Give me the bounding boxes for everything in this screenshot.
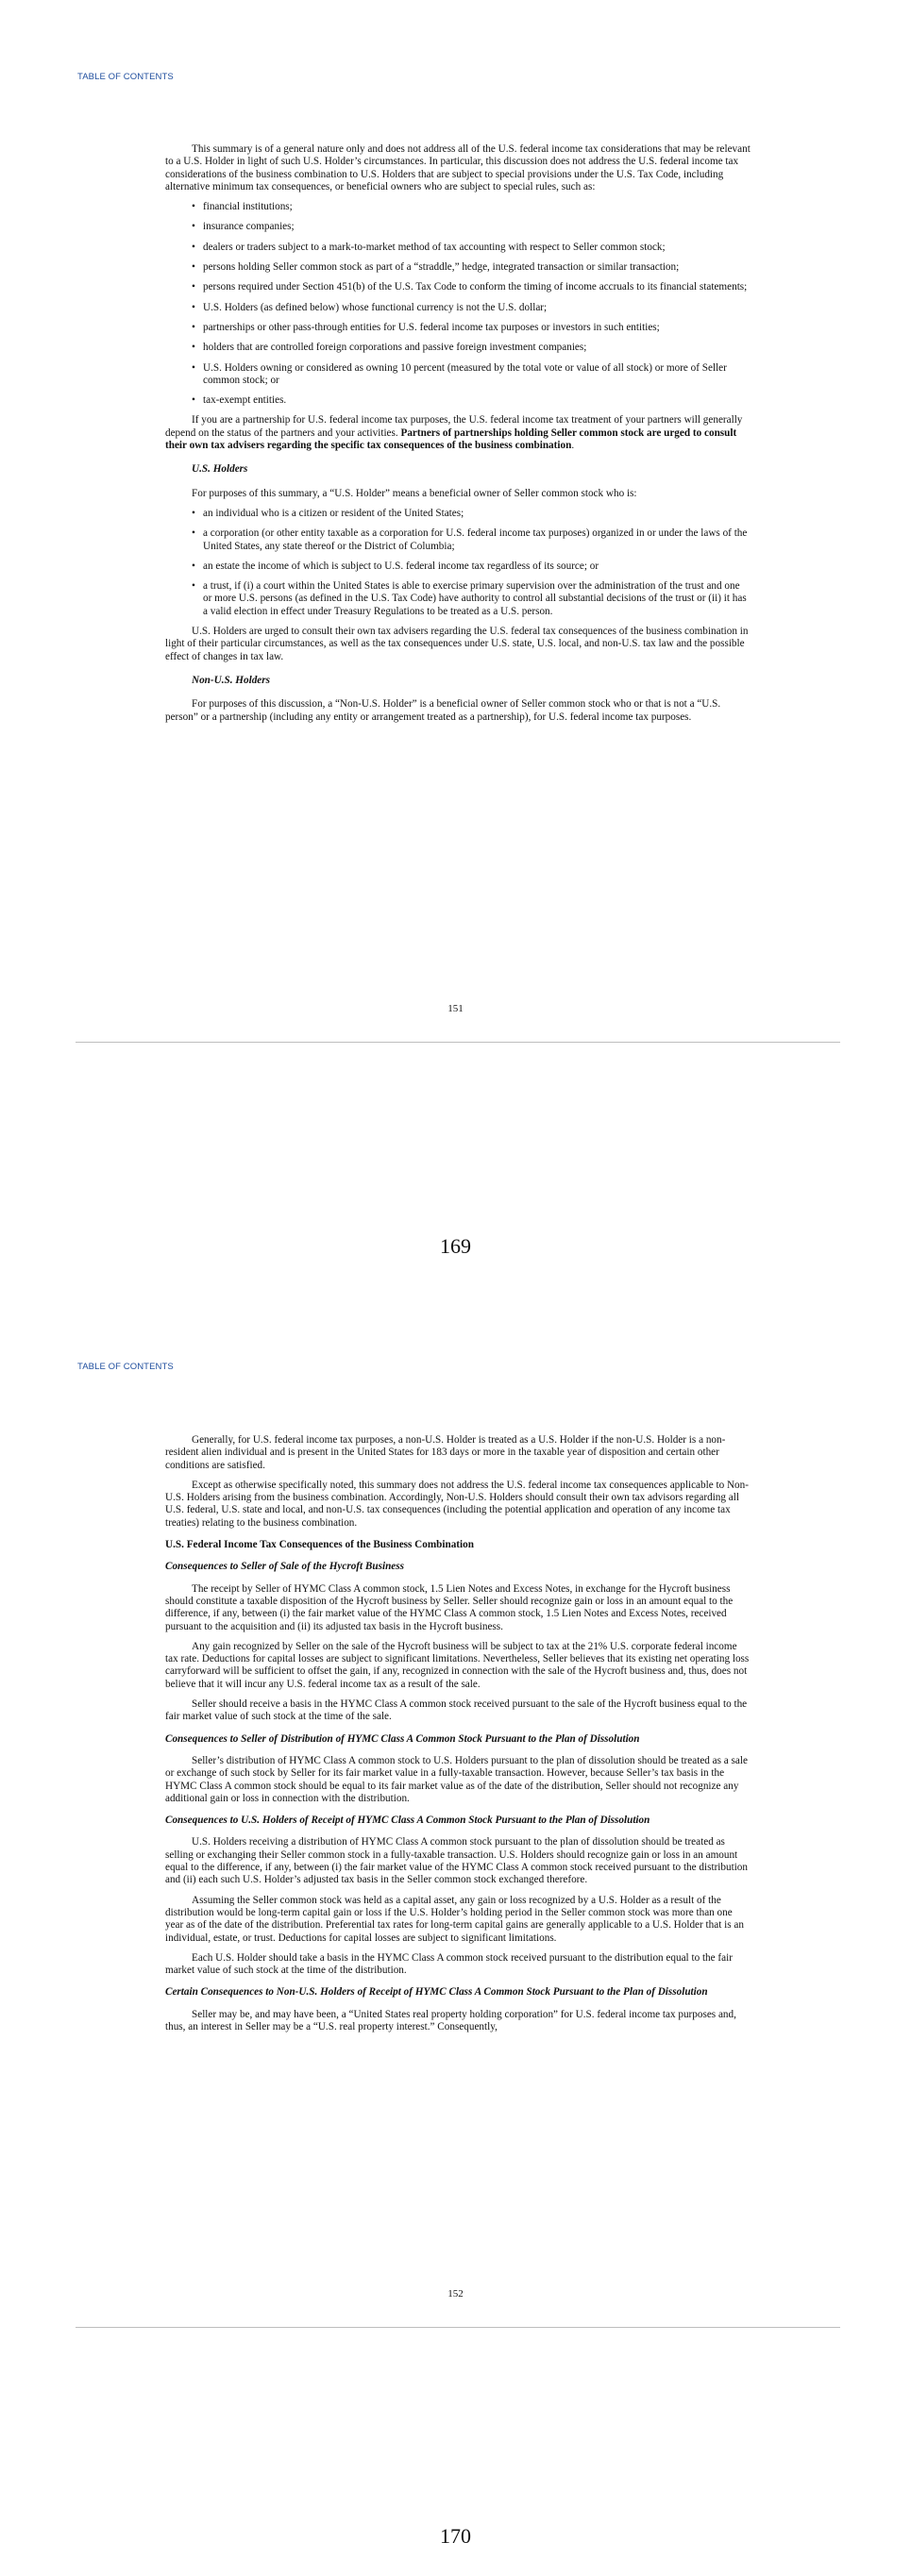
sale-heading: Consequences to Seller of Sale of the Hycroft Business xyxy=(165,1561,404,1573)
us-holders-receipt-heading: Consequences to U.S. Holders of Receipt of HYMC Class A Common Stock Pursuant to the Plan of Dissolution xyxy=(165,1815,650,1827)
page-152-body xyxy=(165,1434,751,2041)
intro-paragraph: This summary is of a general nature only and does not address all of the U.S. federal income tax considerations that may be relevant to a U.S. Holder in light of such U.S. Holder’s circumstances. In particular, this discussion does not address the U.S. federal income tax considerations of the business combination to U.S. Holders that are subject to special provisions under the U.S. Tax Code, including alternative minimum tax consequences, or beneficial owners who are subject to special rules, such as: xyxy=(165,143,751,192)
list-item: • holders that are controlled foreign corporations and passive foreign investment companies; xyxy=(192,342,587,354)
us-holder-list xyxy=(165,508,751,618)
paragraph: Any gain recognized by Seller on the sale of the Hycroft business will be subject to tax at the 21% U.S. corporate federal income tax rate. Deductions for capital losses are subject to significant limitations. Nevertheless, Seller believes that its existing net operating loss carryforward will be sufficient to offset the gain, if any, recognized in connection with the sale of the Hycroft business and, thus, does not believe that it will incur any U.S. federal income tax as a result of the sale. xyxy=(165,1640,750,1690)
table-of-contents-link[interactable]: TABLE OF CONTENTS xyxy=(77,72,174,82)
paragraph: The receipt by Seller of HYMC Class A common stock, 1.5 Lien Notes and Excess Notes, in exchange for the Hycroft business should constitute a taxable disposition of the Hycroft business by Seller. Seller should recognize gain or loss in an amount equal to the difference, if any, between (i) the fair market value of the HYMC Class A common stock, 1.5 Lien Notes and Excess Notes, received pursuant to the acquisition and (ii) its adjusted tax basis in the Hycroft business. xyxy=(165,1582,734,1632)
document-page-number: 170 xyxy=(440,2524,471,2548)
non-us-holders-heading: Non-U.S. Holders xyxy=(192,674,270,686)
us-holders-heading: U.S. Holders xyxy=(192,463,248,476)
list-item: • dealers or traders subject to a mark-to-market method of tax accounting with respect to Seller common stock; xyxy=(192,241,666,253)
page-footer-number: 152 xyxy=(447,2288,464,2300)
table-of-contents-link[interactable]: TABLE OF CONTENTS xyxy=(77,1362,174,1372)
page-divider xyxy=(76,1042,840,1043)
list-item: • a trust, if (i) a court within the United States is able to exercise primary supervision over the administration of the trust and one or more U.S. persons (as defined in the U.S. Tax Code) have authority to control all substantial decisions of the trust or (ii) it has a valid election in effect under Treasury Regulations to be treated as a U.S. person. xyxy=(192,580,747,617)
non-us-holders-receipt-heading: Certain Consequences to Non-U.S. Holders of Receipt of HYMC Class A Common Stock Pursuant to the Plan of Dissolution xyxy=(165,1986,708,1999)
paragraph: Assuming the Seller common stock was held as a capital asset, any gain or loss recognized by a U.S. Holder as a result of the distribution would be long-term capital gain or loss if the U.S. Holder’s holding period in the Seller common stock was more than one year as of the date of the distribution. Preferential tax rates for long-term capital gains are generally applicable to a U.S. Holder that is an individual, estate, or trust. Deductions for capital losses are subject to significant limitations. xyxy=(165,1894,744,1944)
section-heading: U.S. Federal Income Tax Consequences of the Business Combination xyxy=(165,1539,474,1551)
list-item: • persons required under Section 451(b) of the U.S. Tax Code to conform the timing of income accruals to its financial statements; xyxy=(192,281,748,293)
page-151-body xyxy=(165,143,751,731)
non-us-holder-definition: For purposes of this discussion, a “Non-U.S. Holder” is a beneficial owner of Seller common stock who or that is not a “U.S. person” or a partnership (including any entity or arrangement treated as a partnership), for U.S. federal income tax purposes. xyxy=(165,698,721,723)
list-item: • an individual who is a citizen or resident of the United States; xyxy=(192,507,464,519)
paragraph: Except as otherwise specifically noted, this summary does not address the U.S. federal income tax consequences applicable to Non-U.S. Holders arising from the business combination. Accordingly, Non-U.S. Holders should consult their own tax advisors regarding all U.S. federal, U.S. state and local, and non-U.S. tax consequences (including the potential application and operation of any income tax treaties) relating to the business combination. xyxy=(165,1479,749,1529)
list-item: • insurance companies; xyxy=(192,221,295,233)
paragraph: Generally, for U.S. federal income tax purposes, a non-U.S. Holder is treated as a U.S. Holder if the non-U.S. Holder is a non-resident alien individual and is present in the United States for 183 days or more in the taxable year of disposition and certain other conditions are satisfied. xyxy=(165,1434,726,1471)
paragraph: Each U.S. Holder should take a basis in the HYMC Class A common stock received pursuant to the distribution equal to the fair market value of such stock at the time of the distribution. xyxy=(165,1951,733,1977)
list-item: • persons holding Seller common stock as part of a “straddle,” hedge, integrated transaction or similar transaction; xyxy=(192,261,680,274)
list-item: • U.S. Holders owning or considered as owning 10 percent (measured by the total vote or value of all stock) or more of Seller common stock; or xyxy=(192,361,727,386)
list-item: • U.S. Holders (as defined below) whose functional currency is not the U.S. dollar; xyxy=(192,301,548,313)
list-item: • tax-exempt entities. xyxy=(192,394,287,407)
list-item: • financial institutions; xyxy=(192,201,293,213)
paragraph: Seller’s distribution of HYMC Class A common stock to U.S. Holders pursuant to the plan of dissolution should be treated as a sale or exchange of such stock by Seller for its fair market value in a fully-taxable transaction. However, because Seller’s tax basis in the HYMC Class A common stock should be equal to its fair market value as of the date of the distribution, Seller should not recognize any additional gain or loss in connection with the distribution. xyxy=(165,1754,748,1804)
page-divider xyxy=(76,2327,840,2328)
paragraph: U.S. Holders receiving a distribution of HYMC Class A common stock pursuant to the plan of dissolution should be treated as selling or exchanging their Seller common stock in a fully-taxable transaction. U.S. Holders should recognize gain or loss in an amount equal to the difference, if any, between (i) the fair market value of the HYMC Class A common stock received pursuant to the distribution and (ii) each such U.S. Holder’s adjusted tax basis in the Seller common stock exchanged therefore. xyxy=(165,1836,748,1886)
list-item: • a corporation (or other entity taxable as a corporation for U.S. federal income tax purposes) organized in or under the laws of the United States, any state thereof or the District of Columbia; xyxy=(192,527,748,552)
special-rules-list xyxy=(165,201,751,407)
us-holders-urged-paragraph: U.S. Holders are urged to consult their own tax advisers regarding the U.S. federal tax consequences of the business combination in light of their particular circumstances, as well as the tax consequences under U.S. state, U.S. local, and non-U.S. tax law and the possible effect of changes in tax law. xyxy=(165,626,749,662)
document-page-number: 169 xyxy=(440,1234,471,1258)
paragraph: Seller may be, and may have been, a “United States real property holding corporation” for U.S. federal income tax purposes and, thus, an interest in Seller may be a “U.S. real property interest.” Consequently, xyxy=(165,2008,736,2032)
list-item: • partnerships or other pass-through entities for U.S. federal income tax purposes or investors in such entities; xyxy=(192,321,660,333)
distribution-heading: Consequences to Seller of Distribution of HYMC Class A Common Stock Pursuant to the Plan of Dissolution xyxy=(165,1732,640,1745)
list-item: • an estate the income of which is subject to U.S. federal income tax regardless of its source; or xyxy=(192,560,599,572)
partnership-paragraph: If you are a partnership for U.S. federal income tax purposes, the U.S. federal income tax treatment of your partners will generally depend on the status of the partners and your activities. Partners of partnerships holding Seller common stock are urged to consult their own tax advisers regarding the specific tax consequences of the business combination. xyxy=(165,414,743,452)
paragraph: Seller should receive a basis in the HYMC Class A common stock received pursuant to the sale of the Hycroft business equal to the fair market value of such stock at the time of the sale. xyxy=(165,1698,748,1723)
page-footer-number: 151 xyxy=(447,1003,464,1014)
us-holder-definition: For purposes of this summary, a “U.S. Holder” means a beneficial owner of Seller common stock who is: xyxy=(192,487,637,499)
